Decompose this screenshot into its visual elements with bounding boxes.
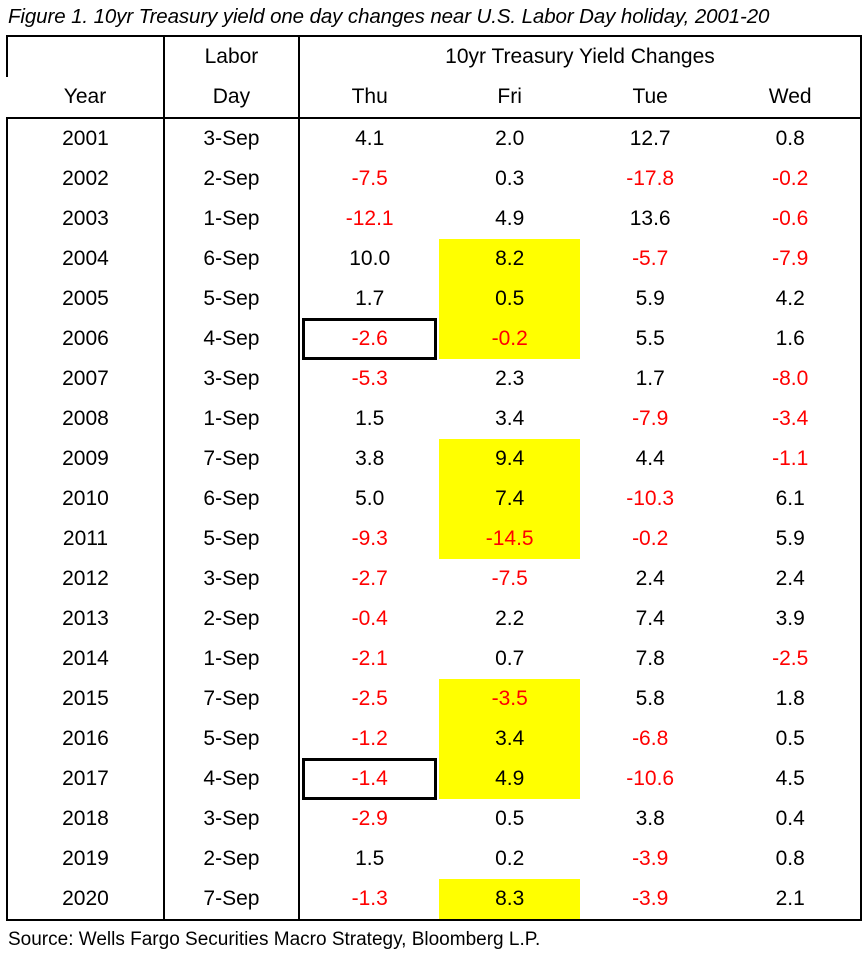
- cell-year: 2003: [7, 199, 164, 239]
- cell-fri: 2.2: [495, 607, 525, 630]
- cell-fri: 4.9: [439, 759, 579, 799]
- cell-fri: -7.5: [491, 567, 528, 590]
- cell-fri: 2.3: [495, 367, 525, 390]
- cell-thu: -1.3: [299, 879, 439, 920]
- cell-thu: -2.9: [351, 807, 388, 830]
- table-row: [7, 359, 861, 399]
- cell-labor-day: 2-Sep: [164, 599, 299, 639]
- cell-tue: -6.8: [632, 727, 669, 750]
- cell-fri: -0.2: [439, 319, 579, 359]
- cell-wed: 1.8: [720, 679, 861, 719]
- cell-wed: 0.8: [720, 839, 861, 879]
- cell-labor-day: 4-Sep: [164, 759, 299, 799]
- cell-tue: -3.9: [580, 879, 720, 920]
- cell-year: 2004: [7, 239, 164, 279]
- header-fri: Fri: [439, 77, 579, 118]
- cell-labor-day: 3-Sep: [164, 118, 299, 159]
- cell-tue: -17.8: [626, 167, 675, 190]
- table-row: [7, 639, 861, 679]
- cell-wed: 0.4: [720, 799, 861, 839]
- cell-labor-day: 5-Sep: [164, 519, 299, 559]
- cell-wed: 4.2: [720, 279, 861, 319]
- cell-thu: -2.7: [351, 567, 388, 590]
- cell-year: 2019: [7, 839, 164, 879]
- cell-labor-day: 7-Sep: [164, 679, 299, 719]
- table-row: [7, 719, 861, 759]
- table-row: [7, 839, 861, 879]
- cell-thu: -7.5: [351, 167, 388, 190]
- cell-wed: -0.2: [720, 159, 861, 199]
- cell-wed: -8.0: [720, 359, 861, 399]
- cell-labor-day: 2-Sep: [164, 159, 299, 199]
- cell-thu: -9.3: [351, 527, 388, 550]
- table-row: [7, 679, 861, 719]
- cell-tue: -5.7: [632, 247, 669, 270]
- cell-labor-day: 1-Sep: [164, 199, 299, 239]
- cell-tue: 13.6: [629, 207, 671, 230]
- table-body: [7, 118, 861, 920]
- table-row: [7, 239, 861, 279]
- cell-labor-day: 3-Sep: [164, 559, 299, 599]
- table-row: [7, 199, 861, 239]
- table-row: [7, 439, 861, 479]
- table-row: [7, 519, 861, 559]
- cell-tue: 12.7: [629, 127, 671, 150]
- cell-labor-day: 6-Sep: [164, 479, 299, 519]
- cell-thu: -2.5: [351, 687, 388, 710]
- cell-wed: 2.1: [720, 879, 861, 920]
- cell-labor-day: 5-Sep: [164, 279, 299, 319]
- cell-labor-day: 7-Sep: [164, 879, 299, 920]
- cell-tue: -3.9: [632, 847, 669, 870]
- cell-fri: 0.5: [439, 279, 579, 319]
- cell-thu: 10.0: [349, 247, 391, 270]
- cell-labor-day: 6-Sep: [164, 239, 299, 279]
- cell-fri: 0.3: [495, 167, 525, 190]
- cell-wed: -0.6: [720, 199, 861, 239]
- cell-year: 2018: [7, 799, 164, 839]
- cell-year: 2012: [7, 559, 164, 599]
- cell-wed: -7.9: [720, 239, 861, 279]
- cell-year: 2009: [7, 439, 164, 479]
- table-header: [7, 37, 861, 118]
- header-year: Year: [7, 77, 164, 118]
- header-wed: Wed: [720, 77, 861, 118]
- cell-fri: 4.9: [495, 207, 525, 230]
- cell-thu: -0.4: [351, 607, 388, 630]
- cell-tue: 5.8: [635, 687, 665, 710]
- cell-fri: 8.2: [439, 239, 579, 279]
- cell-fri: 3.4: [495, 407, 525, 430]
- header-labor-top: Labor: [164, 37, 299, 77]
- cell-labor-day: 4-Sep: [164, 319, 299, 359]
- cell-year: 2002: [7, 159, 164, 199]
- cell-year: 2013: [7, 599, 164, 639]
- table-row: [7, 479, 861, 519]
- cell-thu: -2.1: [351, 647, 388, 670]
- cell-year: 2006: [7, 319, 164, 359]
- cell-labor-day: 1-Sep: [164, 399, 299, 439]
- cell-fri: 8.3: [439, 879, 579, 920]
- cell-wed: 1.6: [720, 319, 861, 359]
- cell-tue: -0.2: [632, 527, 669, 550]
- cell-thu: -5.3: [351, 367, 388, 390]
- cell-wed: -3.4: [720, 399, 861, 439]
- cell-tue: 5.9: [635, 287, 665, 310]
- cell-tue: 7.8: [635, 647, 665, 670]
- cell-fri: 0.2: [495, 847, 525, 870]
- cell-year: 2017: [7, 759, 164, 799]
- cell-wed: 0.8: [720, 118, 861, 159]
- cell-wed: 3.9: [720, 599, 861, 639]
- table-row: [7, 159, 861, 199]
- cell-tue: 4.4: [635, 447, 665, 470]
- cell-fri: 3.4: [439, 719, 579, 759]
- cell-tue: -7.9: [632, 407, 669, 430]
- table-row: [7, 279, 861, 319]
- table-row: [7, 399, 861, 439]
- cell-thu: 4.1: [355, 127, 385, 150]
- cell-year: 2001: [7, 118, 164, 159]
- cell-wed: -1.1: [720, 439, 861, 479]
- cell-labor-day: 2-Sep: [164, 839, 299, 879]
- cell-thu: 5.0: [355, 487, 385, 510]
- table-row: [7, 599, 861, 639]
- header-thu: Thu: [299, 77, 439, 118]
- cell-fri: 2.0: [495, 127, 525, 150]
- cell-year: 2010: [7, 479, 164, 519]
- cell-labor-day: 7-Sep: [164, 439, 299, 479]
- cell-fri: 7.4: [439, 479, 579, 519]
- cell-year: 2020: [7, 879, 164, 920]
- table-header-row-2: [7, 77, 861, 118]
- cell-fri: 0.5: [495, 807, 525, 830]
- cell-thu: 1.5: [355, 407, 385, 430]
- cell-labor-day: 3-Sep: [164, 799, 299, 839]
- cell-tue: 7.4: [635, 607, 665, 630]
- cell-wed: 0.5: [720, 719, 861, 759]
- cell-fri: 0.7: [495, 647, 525, 670]
- table-row: [7, 118, 861, 159]
- table-row: [7, 799, 861, 839]
- cell-thu: -2.6: [299, 319, 439, 359]
- cell-year: 2007: [7, 359, 164, 399]
- cell-tue: -10.3: [626, 487, 675, 510]
- table-row: [7, 319, 861, 359]
- cell-labor-day: 3-Sep: [164, 359, 299, 399]
- cell-tue: 3.8: [635, 807, 665, 830]
- cell-wed: -2.5: [720, 639, 861, 679]
- header-tue: Tue: [580, 77, 720, 118]
- cell-year: 2015: [7, 679, 164, 719]
- cell-thu: 1.5: [355, 847, 385, 870]
- header-group-yield-changes: 10yr Treasury Yield Changes: [299, 37, 861, 77]
- cell-labor-day: 5-Sep: [164, 719, 299, 759]
- table-header-row-1: [7, 37, 861, 77]
- cell-thu: -1.2: [351, 727, 388, 750]
- cell-year: 2011: [7, 519, 164, 559]
- cell-tue: 2.4: [635, 567, 665, 590]
- source-note: Source: Wells Fargo Securities Macro Strategy, Bloomberg L.P.: [8, 929, 541, 950]
- cell-tue: 5.5: [635, 327, 665, 350]
- cell-wed: 2.4: [720, 559, 861, 599]
- cell-thu: -12.1: [345, 207, 394, 230]
- table-row: [7, 559, 861, 599]
- yield-changes-table: [6, 37, 862, 921]
- cell-labor-day: 1-Sep: [164, 639, 299, 679]
- cell-fri: -3.5: [439, 679, 579, 719]
- cell-wed: 6.1: [720, 479, 861, 519]
- cell-tue: -10.6: [626, 767, 675, 790]
- cell-thu: 1.7: [355, 287, 385, 310]
- figure-title: Figure 1. 10yr Treasury yield one day changes near U.S. Labor Day holiday, 2001-20: [8, 5, 770, 28]
- table-row: [7, 759, 861, 799]
- cell-thu: 3.8: [355, 447, 385, 470]
- cell-fri: 9.4: [439, 439, 579, 479]
- cell-thu: -1.4: [299, 759, 439, 799]
- header-blank: [7, 37, 164, 77]
- cell-tue: 1.7: [635, 367, 665, 390]
- header-labor-day: Day: [164, 77, 299, 118]
- cell-year: 2005: [7, 279, 164, 319]
- cell-wed: 5.9: [720, 519, 861, 559]
- cell-year: 2014: [7, 639, 164, 679]
- cell-fri: -14.5: [439, 519, 579, 559]
- cell-wed: 4.5: [720, 759, 861, 799]
- cell-year: 2008: [7, 399, 164, 439]
- cell-year: 2016: [7, 719, 164, 759]
- table-row: [7, 879, 861, 920]
